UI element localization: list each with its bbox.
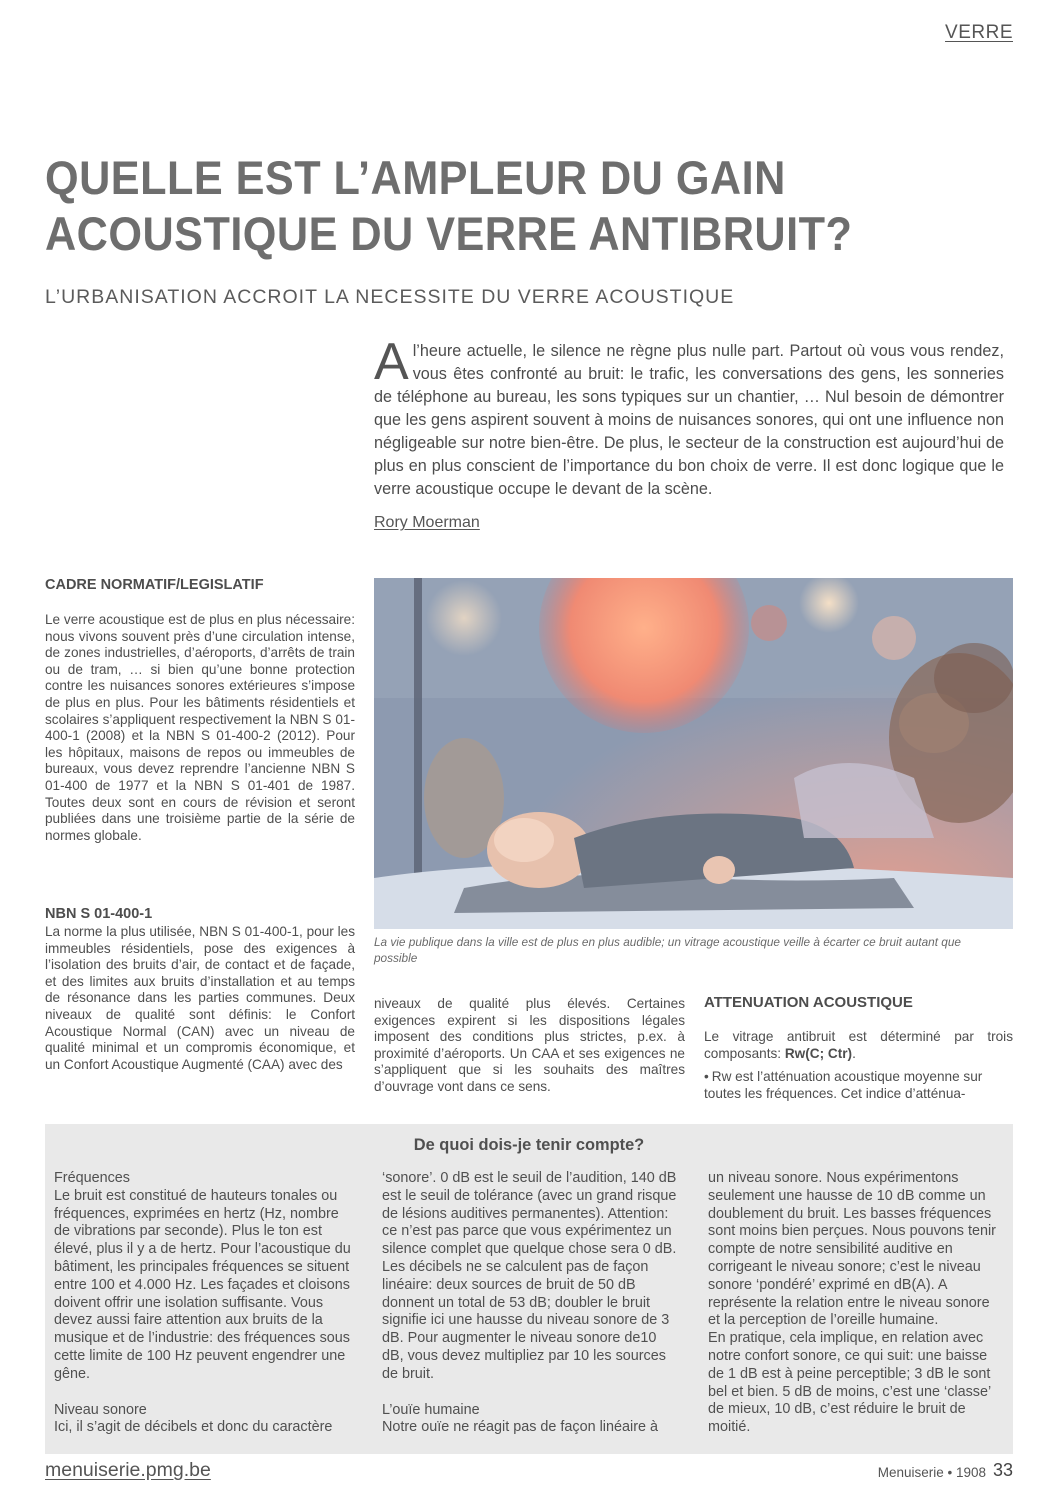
paragraph-attenuation — [704, 1029, 1013, 1062]
footer-magazine: Menuiserie • 1908 — [877, 1465, 986, 1480]
article-title — [45, 150, 928, 262]
heading-cadre-normatif: CADRE NORMATIF/LEGISLATIF — [45, 577, 264, 593]
article-photo — [374, 578, 1013, 929]
info-box-col-2 — [382, 1170, 680, 1437]
paragraph-col2: niveaux de qualité plus élevés. Certaines exigences expirent si les dispositions légales imposent des conditions plus strictes, p.ex. à proximité d’aéroports. Un CAA et ses exigences ne s’appliquent que si les souhaits des maîtres d’ouvrage vont dans ce sens. — [374, 996, 685, 1094]
heading-niveau-sonore: Niveau sonore — [54, 1401, 147, 1418]
heading-nbn: NBN S 01-400-1 — [45, 906, 153, 922]
paragraph-cadre-normatif: Le verre acoustique est de plus en plus nécessaire: nous vivons souvent près d’une circulation intense, de zones industrielles, d’aéroports, d’arrêts de train ou de tram, … si bien qu’une bonne protection contre les nuisances sonores extérieures s’impose de plus en plus. Pour les bâtiments résidentiels et scolaires s’appliquent respectivement la NBN S 01-400-1 (2008) et la NBN S 01-400-2 (2012). Pour les hôpitaux, maisons de repos ou immeubles de bureaux, vous devez reprendre l’ancienne NBN S 01-400 de 1977 et la NBN S 01-401 de 1987. Toutes deux sont en cours de révision et seront publiées dans une troisième partie de la série de normes globale. — [45, 612, 355, 843]
heading-frequences: Fréquences — [54, 1170, 130, 1186]
bullet-rw: • Rw est l’atténuation acoustique moyenne sur toutes les fréquences. Cet indice d’atténua- — [704, 1069, 1013, 1102]
paragraph-en-pratique: En pratique, cela implique, en relation avec notre confort sonore, ce qui suit: une baisse de 1 dB est à peine perceptible; 3 dB le sont bel et bien. 5 dB de moins, c’est une ‘classe’ de mieux, 10 dB, c’est réduire le bruit de moitié. — [708, 1330, 991, 1436]
heading-attenuation: ATTENUATION ACOUSTIQUE — [704, 994, 913, 1011]
attenuation-text-end: . — [852, 1045, 856, 1061]
paragraph-frequences: Le bruit est constitué de hauteurs tonales ou fréquences, exprimées en hertz (Hz, nombre de vibrations par seconde). Plus le ton est élevé, plus il y a de hertz. Pour l’acoustique du bâtiment, les principales fréquences se situent entre 100 et 4.000 Hz. Les façades et cloisons doivent offrir une isolation suffisante. Vous devez aussi faire attention aux bruits de la musique et de l’industrie: des fréquences sous cette limite de 100 Hz peuvent engendrer une gêne. — [54, 1187, 351, 1382]
info-box-col-3 — [708, 1170, 1000, 1437]
footer-website-link[interactable]: menuiserie.pmg.be — [45, 1459, 211, 1481]
drop-cap: A — [374, 333, 409, 391]
paragraph-ouie-humaine: Notre ouïe ne réagit pas de façon linéaire à — [382, 1419, 659, 1436]
heading-ouie-humaine: L’ouïe humaine — [382, 1401, 480, 1418]
title-line-1: QUELLE EST L’AMPLEUR DU GAIN — [45, 151, 786, 204]
paragraph-niveau-pondere: un niveau sonore. Nous expérimentons seulement une hausse de 10 dB comme un doublement du bruit. Les basses fréquences sont moins bien perçues. Nous pouvons tenir compte de notre sensibilité auditive en corrigeant le niveau sonore; c’est le niveau sonore ‘pondéré’ exprimé en dB(A). A représente la relation entre le niveau sonore et la perception de l’oreille humaine. — [708, 1170, 996, 1329]
baby-photo-illustration — [374, 578, 1013, 929]
title-line-2: ACOUSTIQUE DU VERRE ANTIBRUIT? — [45, 207, 853, 260]
intro-paragraph — [374, 333, 1004, 501]
attenuation-text: Le vitrage antibruit est déterminé par trois composants: — [704, 1029, 1013, 1061]
intro-text: l’heure actuelle, le silence ne règne plus nulle part. Partout où vous vous rendez, vous êtes confronté au bruit: le trafic, les conversations des gens, les sonneries de téléphone au bureau, les sons typiques sur un chantier, … Nul besoin de démontrer que les gens aspirent souvent à moins de nuisances sonores, qui ont une influence non négligeable sur notre bien-être. De plus, le secteur de la construction est aujourd’hui de plus en plus conscient de l’importance du bon choix de verre. Il est donc logique que le verre acoustique occupe le devant de la scène. — [374, 342, 1004, 498]
photo-caption: La vie publique dans la ville est de plus en plus audible; un vitrage acoustique veille à écarter ce bruit autant que possible — [374, 935, 961, 965]
paragraph-sonore: ‘sonore’. 0 dB est le seuil de l’audition, 140 dB est le seuil de tolérance (avec un grand risque de lésions auditives permanentes). Attention: ce n’est pas parce que vous expérimentez un silence complet que quelque chose sera 0 dB. Les décibels ne se calculent pas de façon linéaire: deux sources de bruit de 50 dB donnent un total de 53 dB; doubler le bruit signifie ici une hausse du niveau sonore de 3 dB. Pour augmenter le niveau sonore de10 dB, vous devez multipliez par 10 les sources de bruit. — [382, 1170, 677, 1382]
paragraph-nbn: La norme la plus utilisée, NBN S 01-400-1, pour les immeubles résidentiels, pose des exigences à l’isolation des bruits d’air, de contact et de façade, et des limites aux bruits d’installation et au temps de résonance dans les parties communes. Deux niveaux de qualité sont définis: le Confort Acoustique Normal (CAN) avec un niveau de qualité minimal et un compromis économique, et un Confort Acoustique Augmenté (CAA) avec des — [45, 924, 355, 1072]
info-box-title: De quoi dois-je tenir compte? — [413, 1136, 645, 1154]
author-link[interactable]: Rory Moerman — [374, 514, 480, 531]
article-subtitle: L’URBANISATION ACCROIT LA NECESSITE DU VERRE ACOUSTIQUE — [45, 286, 735, 308]
paragraph-niveau-sonore: Ici, il s’agit de décibels et donc du caractère — [54, 1419, 333, 1436]
info-box-col-1 — [54, 1170, 352, 1437]
section-tag[interactable]: VERRE — [945, 22, 1013, 43]
page-number: 33 — [992, 1460, 1013, 1480]
attenuation-formula: Rw(C; Ctr) — [784, 1045, 853, 1061]
